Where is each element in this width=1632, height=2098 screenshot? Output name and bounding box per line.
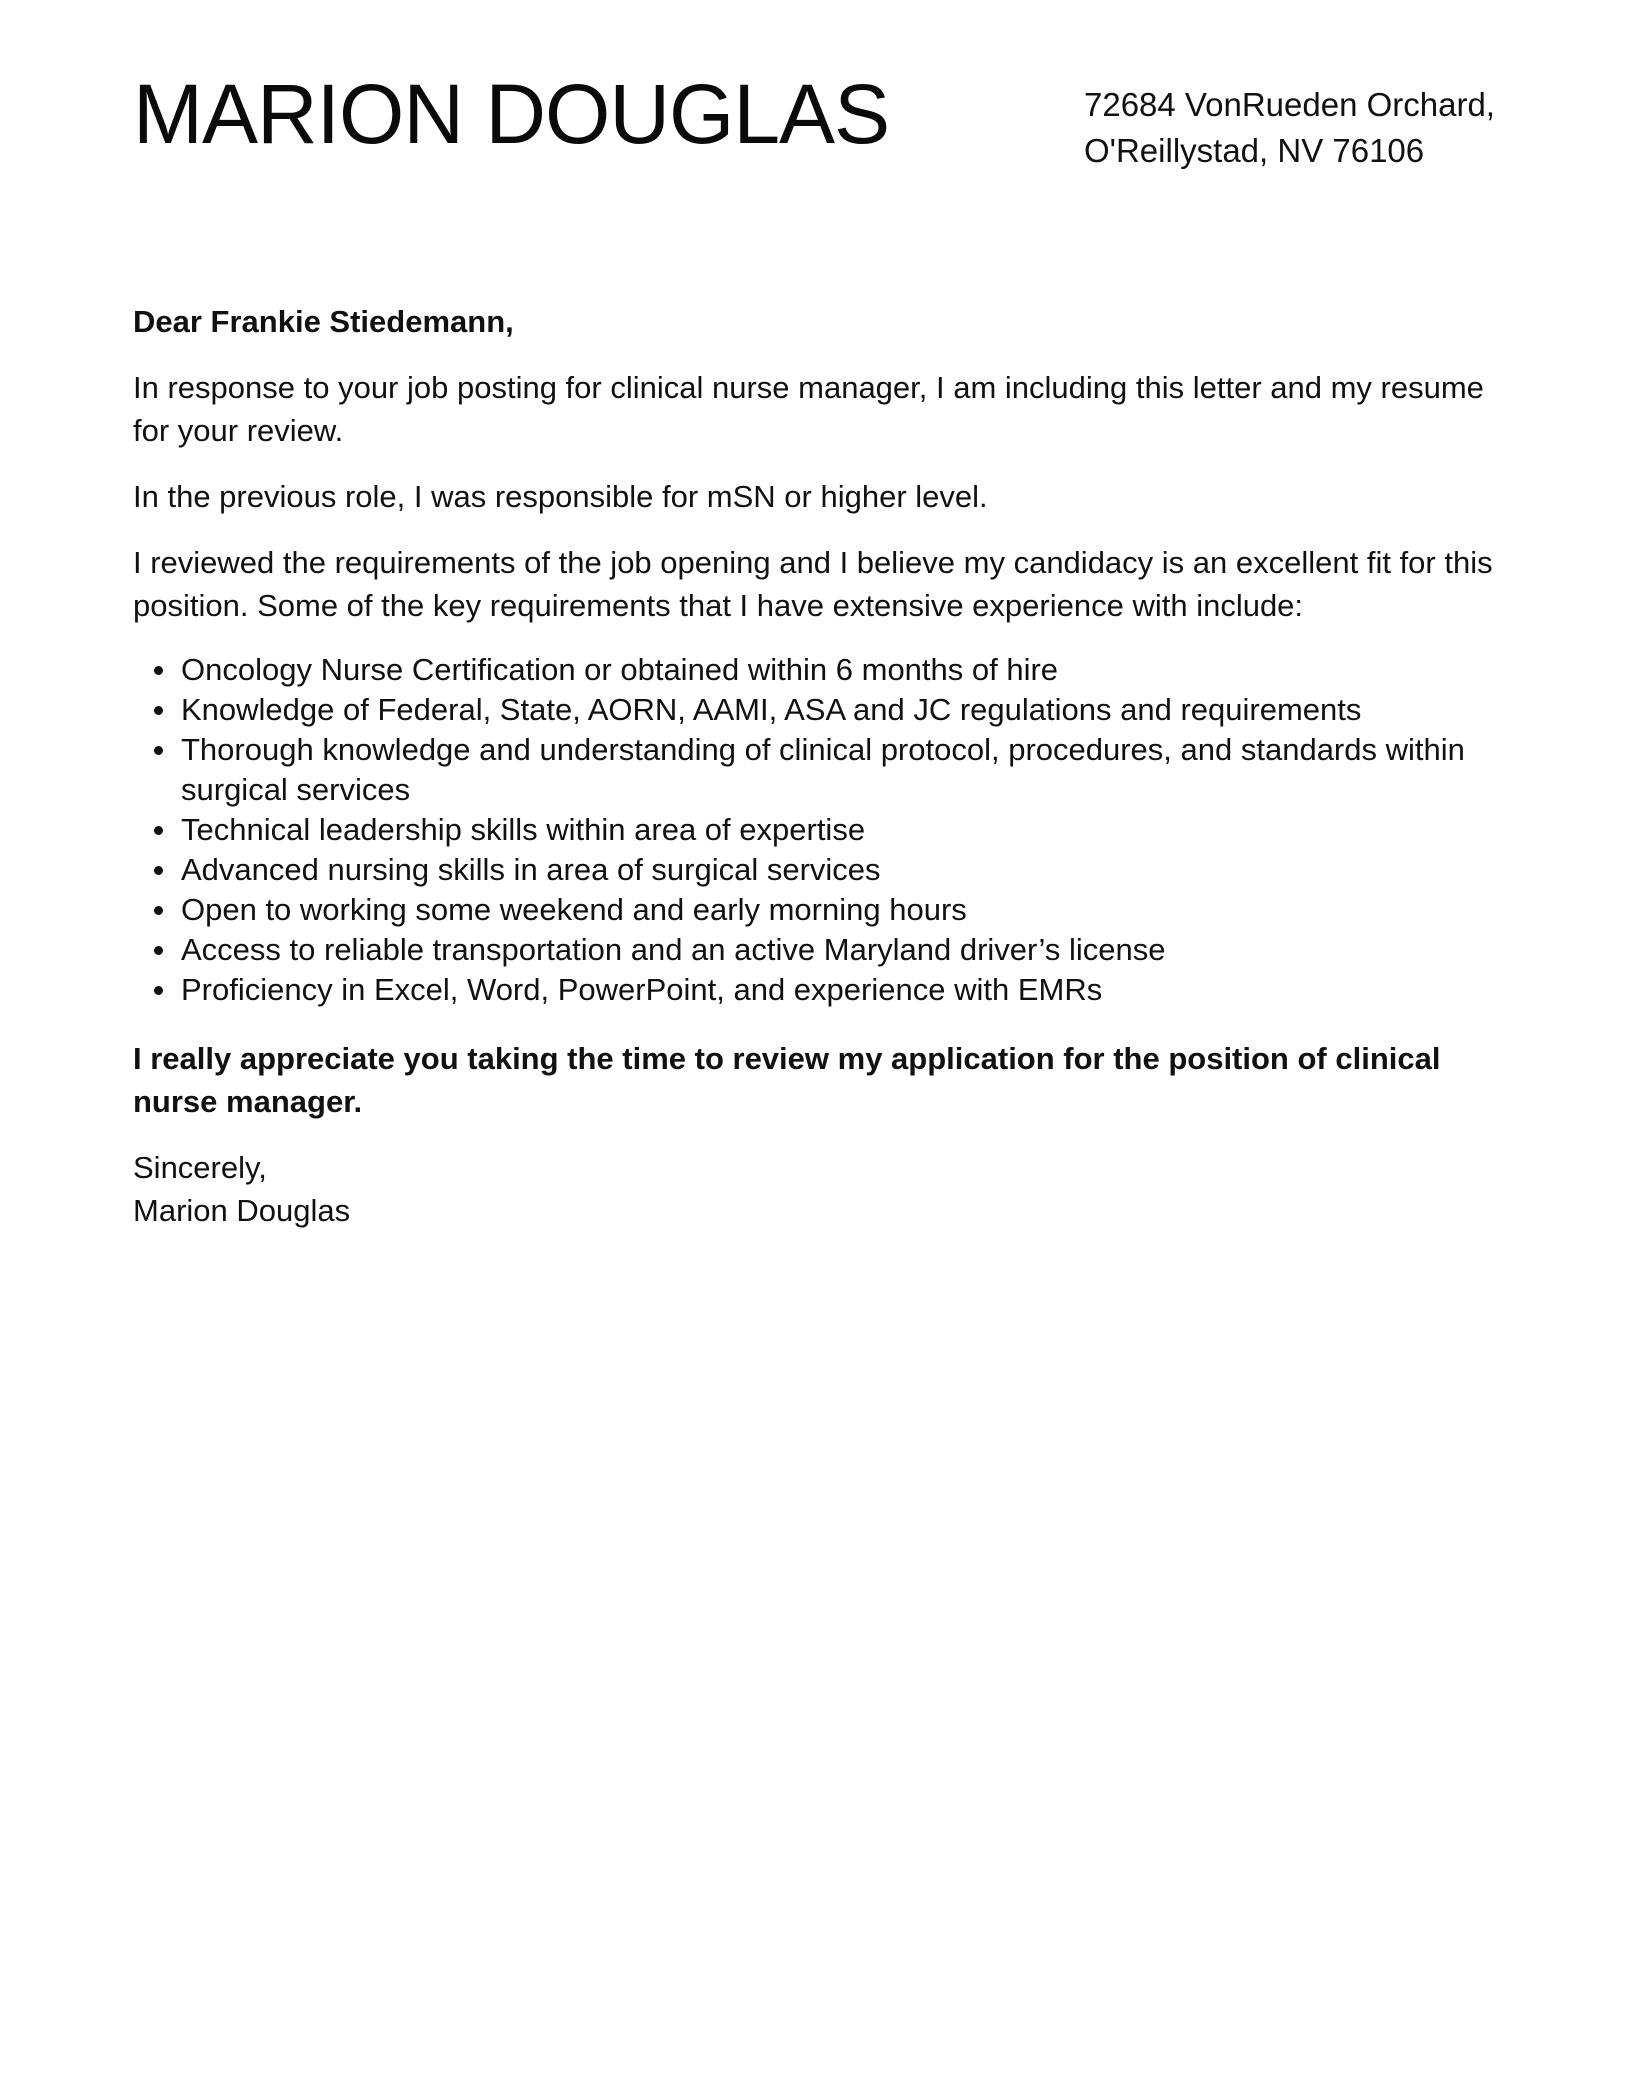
letter-body (133, 300, 1503, 1232)
list-item: Advanced nursing skills in area of surgical services (181, 850, 1503, 890)
paragraph-intro: In response to your job posting for clinical nurse manager, I am including this letter and my resume for your review. (133, 370, 1484, 448)
closing-paragraph: I really appreciate you taking the time to review my application for the position of clinical nurse manager. (133, 1041, 1441, 1119)
list-item: Knowledge of Federal, State, AORN, AAMI, ASA and JC regulations and requirements (181, 690, 1503, 730)
list-item: Oncology Nurse Certification or obtained within 6 months of hire (181, 650, 1503, 690)
signature-name: Marion Douglas (133, 1193, 351, 1228)
signoff-block (133, 1146, 1503, 1232)
paragraph-requirements-intro: I reviewed the requirements of the job opening and I believe my candidacy is an excellent fit for this position. Some of the key requirements that I have extensive experience with include: (133, 545, 1493, 623)
list-item: Technical leadership skills within area of expertise (181, 810, 1503, 850)
paragraph-previous-role: In the previous role, I was responsible for mSN or higher level. (133, 479, 988, 514)
applicant-name: MARION DOUGLAS (133, 67, 890, 161)
list-item: Proficiency in Excel, Word, PowerPoint, and experience with EMRs (181, 970, 1503, 1010)
address-line-1: 72684 VonRueden Orchard, (1084, 86, 1495, 123)
salutation: Dear Frankie Stiedemann, (133, 304, 514, 339)
requirements-list (133, 650, 1503, 1010)
signoff: Sincerely, (133, 1150, 267, 1185)
address-line-2: O'Reillystad, NV 76106 (1084, 132, 1425, 169)
list-item: Thorough knowledge and understanding of clinical protocol, procedures, and standards within surgical services (181, 730, 1503, 810)
list-item: Open to working some weekend and early morning hours (181, 890, 1503, 930)
list-item: Access to reliable transportation and an active Maryland driver’s license (181, 930, 1503, 970)
applicant-address (1084, 82, 1495, 174)
